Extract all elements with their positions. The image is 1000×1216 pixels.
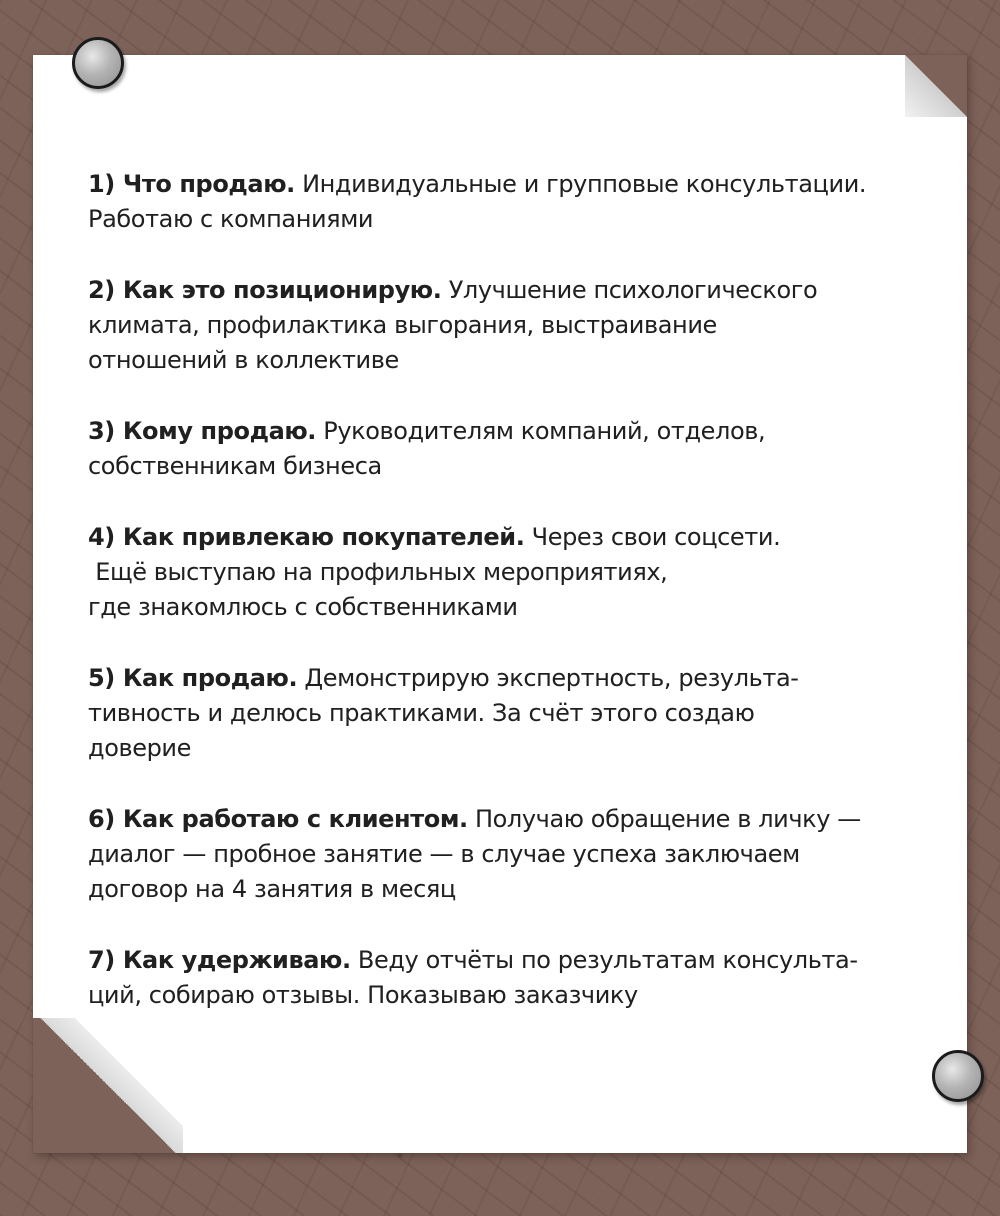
item-text: Получаю обращение в личку —: [467, 805, 861, 833]
item-line: договор на 4 занятия в месяц: [88, 875, 456, 903]
list-item: [88, 943, 928, 1013]
item-heading: 7) Как удерживаю.: [88, 946, 351, 974]
item-line: Ещё выступаю на профильных мероприятиях,: [88, 558, 668, 586]
item-text: Индивидуальные и групповые консультации.: [294, 170, 867, 198]
pushpin-bottom-right: [932, 1050, 984, 1102]
item-line: ций, собираю отзывы. Показываю заказчику: [88, 981, 638, 1009]
list-item: [88, 802, 928, 907]
item-line: [88, 414, 928, 449]
pushpin-top-left: [72, 37, 124, 89]
list-item: [88, 414, 928, 484]
list-item: [88, 661, 928, 766]
item-line: [88, 520, 928, 555]
item-heading: 4) Как привлекаю покупателей.: [88, 523, 525, 551]
item-line: собственникам бизнеса: [88, 452, 382, 480]
item-text: Веду отчёты по результатам консульта-: [350, 946, 858, 974]
item-line: [88, 167, 928, 202]
item-line: диалог — пробное занятие — в случае успеха заключаем: [88, 840, 800, 868]
item-heading: 1) Что продаю.: [88, 170, 295, 198]
item-text: Улучшение психологического: [441, 276, 818, 304]
item-line: [88, 273, 928, 308]
folded-corner-top-right-flap: [905, 55, 967, 117]
item-line: [88, 943, 928, 978]
item-line: тивность и делюсь практиками. За счёт этого создаю: [88, 699, 755, 727]
item-line: отношений в коллективе: [88, 346, 399, 374]
text-content: [88, 167, 928, 1049]
item-heading: 5) Как продаю.: [88, 664, 298, 692]
item-text: Демонстрирую экспертность, результа-: [297, 664, 799, 692]
list-item: [88, 273, 928, 378]
item-line: климата, профилактика выгорания, выстраивание: [88, 311, 717, 339]
item-line: где знакомлюсь с собственниками: [88, 593, 518, 621]
item-heading: 6) Как работаю с клиентом.: [88, 805, 468, 833]
list-item: [88, 167, 928, 237]
item-line: [88, 802, 928, 837]
item-line: доверие: [88, 734, 191, 762]
item-heading: 3) Кому продаю.: [88, 417, 317, 445]
list-item: [88, 520, 928, 625]
item-line: Работаю с компаниями: [88, 205, 374, 233]
item-heading: 2) Как это позиционирую.: [88, 276, 442, 304]
item-text: Руководителям компаний, отделов,: [316, 417, 766, 445]
item-text: Через свои соцсети.: [524, 523, 781, 551]
item-line: [88, 661, 928, 696]
